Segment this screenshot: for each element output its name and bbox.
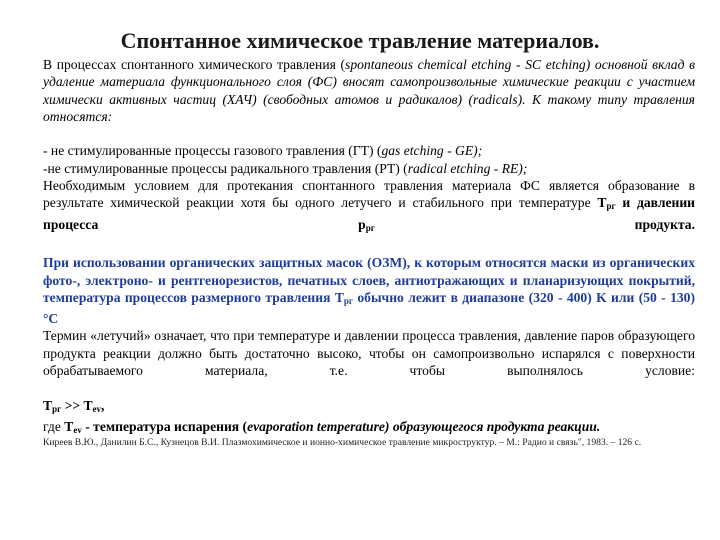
condition-text-3: продукта. — [374, 216, 695, 232]
intro-text-1: В процессах спонтанного химического травления ( — [43, 57, 346, 72]
blue-text-2: обычно лежит в диапазоне (320 - 400) K или (50 - 130) °С — [43, 289, 695, 327]
formula-line — [43, 397, 695, 418]
intro-text-2: основной вклад в удаление материала функционального слоя (ФС) вносят самопроизвольные химические реакции с участием химически активных частиц (ХАЧ) (свободных атомов и радикалов) (radicals). К такому типу травления относятся: — [43, 57, 696, 124]
bibliographic-reference: Киреев В.Ю., Данилин Б.С., Кузнецов В.И. Плазмохимическое и ионно-химическое травление микроструктур. – М.: Радио и связь", 1983. – 126 с. — [43, 437, 642, 448]
item1-term: gas etching - GE); — [381, 143, 483, 159]
where-symbol-T: T — [64, 418, 74, 434]
where-text-2: - температура испарения ( — [81, 418, 248, 434]
list-item-gas-etching — [43, 142, 695, 159]
condition-symbol-T: T — [597, 195, 607, 211]
slide-title: Спонтанное химическое травление материалов. — [120, 28, 600, 53]
blue-subscript: рг — [343, 295, 353, 306]
formula-sub2: ev — [92, 403, 102, 414]
condition-text-1: Необходимым условием для протекания спонтанного травления материала ФС является образование в результате химической реакции хотя бы одного летучего и стабильного при температуре — [43, 178, 695, 211]
volatile-paragraph — [43, 327, 695, 396]
where-text-3: evaporation temperature) образующегося продукта реакции. — [247, 418, 601, 434]
blue-text-1: При использовании органических защитных масок (ОЗМ), к которым относятся маски из органических фото-, электроно- и рентгенорезистов, печатных слоев, антиотражающих и планаризующих покрытий, температура процессов размерного травления — [43, 255, 695, 305]
volatile-text: Термин «летучий» означает, что при температуре и давлении процесса травления, давление паров образующего продукта реакции должно быть достаточно высоко, чтобы он самопроизвольно испарялся с поверхности обрабатываемого материала, т.е. чтобы выполнялось условие: — [43, 328, 695, 379]
where-text-1: где — [43, 418, 65, 434]
formula-sub1: рг — [52, 403, 62, 414]
slide-body — [43, 56, 695, 439]
condition-subscript-p: рг — [365, 222, 375, 233]
intro-term-english: spontaneous chemical etching - SC etching) — [345, 57, 591, 72]
blue-symbol-T: T — [334, 289, 344, 305]
list-item-radical-etching — [43, 160, 695, 177]
formula-operator: >> — [61, 397, 84, 413]
item2-term: radical etching - RE); — [407, 160, 528, 176]
formula-tail: , — [101, 397, 105, 413]
formula-T2: T — [83, 397, 93, 413]
condition-text-2: и давлении процесса р — [43, 195, 695, 232]
organic-mask-paragraph — [43, 254, 695, 327]
where-subscript: ev — [73, 424, 82, 435]
condition-paragraph — [43, 177, 695, 254]
formula-T1: T — [43, 397, 53, 413]
condition-subscript-T: рг — [606, 201, 616, 212]
item1-text: - не стимулированные процессы газового травления (ГТ) ( — [43, 143, 382, 159]
intro-paragraph — [43, 56, 695, 142]
item2-text: -не стимулированные процессы радикального травления (РТ) ( — [43, 160, 408, 176]
